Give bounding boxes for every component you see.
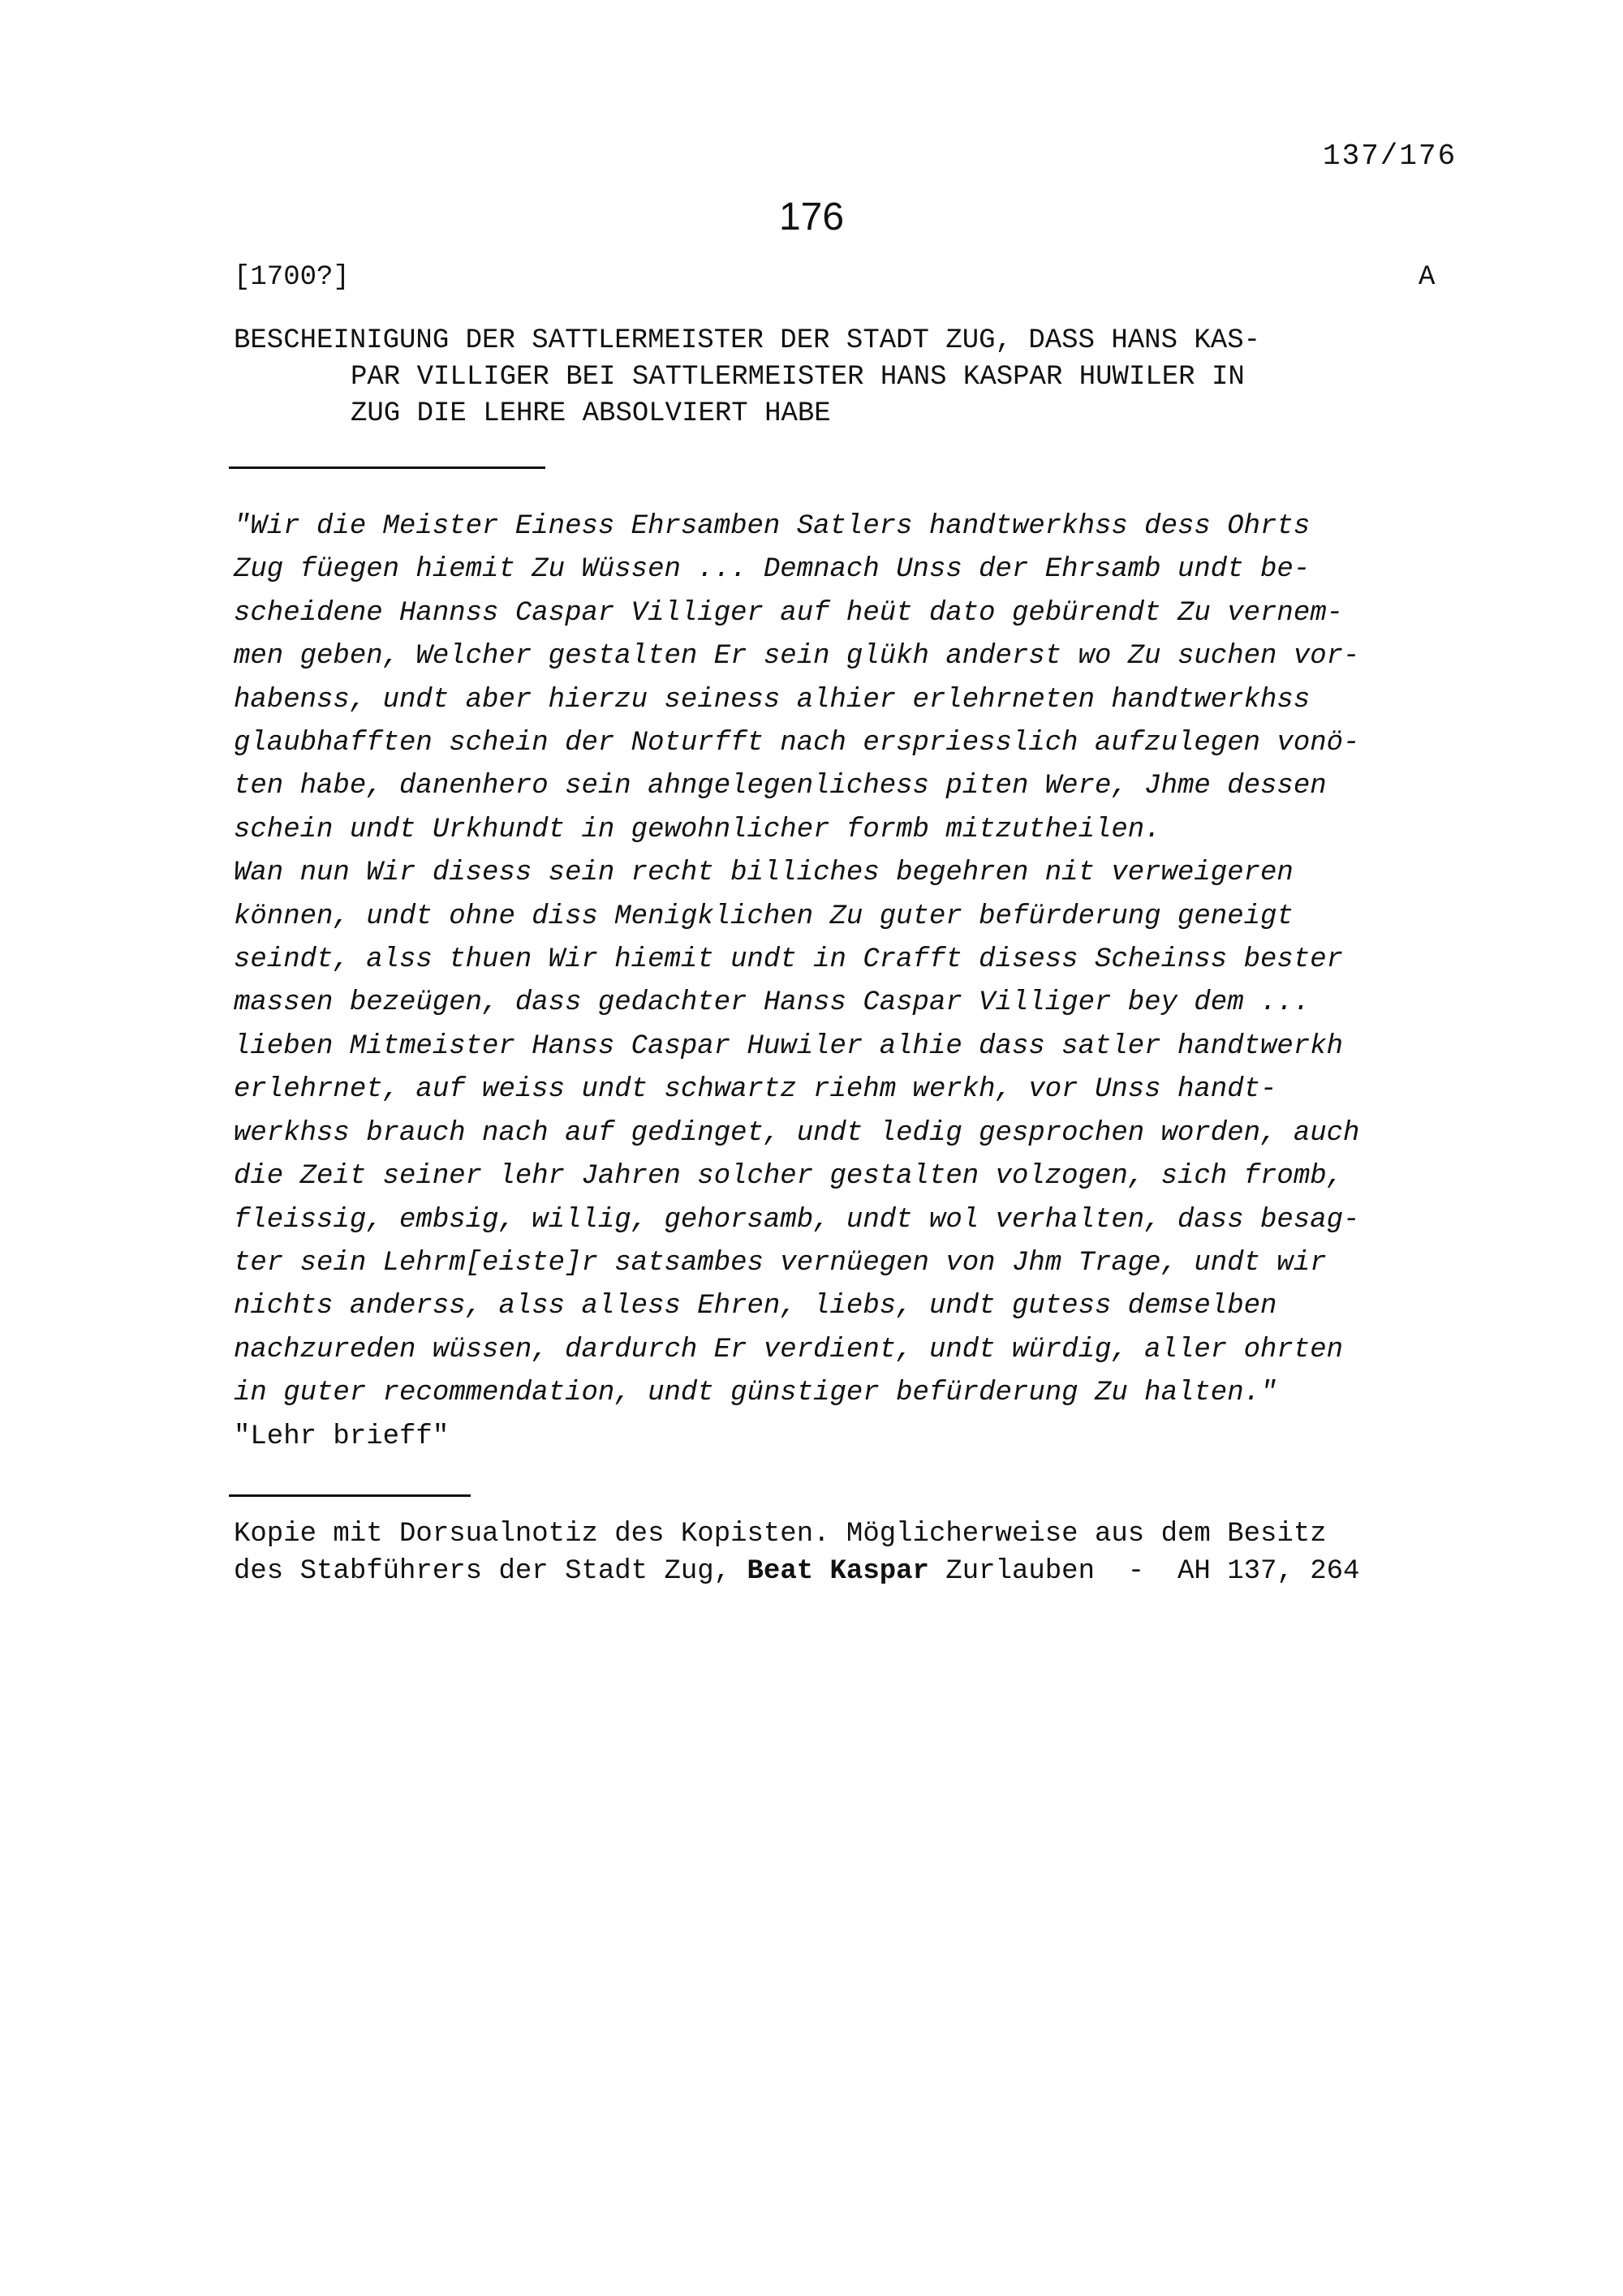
body-line: fleissig, embsig, willig, gehorsamb, undt wol verhalten, dass besag- bbox=[234, 1204, 1360, 1236]
source-notes bbox=[234, 1516, 1500, 1590]
body-line: men geben, Welcher gestalten Er sein glükh anderst wo Zu suchen vor- bbox=[234, 641, 1360, 673]
body-line: scheidene Hannss Caspar Villiger auf heüt dato gebürendt Zu vernem- bbox=[234, 597, 1344, 629]
body-line: habenss, undt aber hierzu seiness alhier erlehrneten handtwerkhss bbox=[234, 684, 1311, 716]
body-line: lieben Mitmeister Hanss Caspar Huwiler alhie dass satler handtwerkh bbox=[234, 1030, 1344, 1062]
note-prefix: des Stabführers der Stadt Zug, bbox=[234, 1556, 747, 1587]
note-line: Kopie mit Dorsualnotiz des Kopisten. Möglicherweise aus dem Besitz bbox=[234, 1519, 1327, 1550]
body-line: Zug füegen hiemit Zu Wüssen ... Demnach Unss der Ehrsamb undt be- bbox=[234, 554, 1311, 586]
body-line: erlehrnet, auf weiss undt schwartz riehm werkh, vor Unss handt- bbox=[234, 1074, 1277, 1106]
title-line: ZUG DIE LEHRE ABSOLVIERT HABE bbox=[351, 398, 831, 429]
transcription-body bbox=[234, 505, 1483, 1459]
body-line: in guter recommendation, undt günstiger befürderung Zu halten." bbox=[234, 1378, 1277, 1409]
title-divider bbox=[229, 467, 545, 469]
document-title bbox=[234, 323, 1451, 432]
body-line: schein undt Urkhundt in gewohnlicher formb mitzutheilen. bbox=[234, 814, 1161, 845]
body-line: seindt, alss thuen Wir hiemit undt in Crafft disess Scheinss bester bbox=[234, 944, 1344, 976]
title-line: BESCHEINIGUNG DER SATTLERMEISTER DER STADT ZUG, DASS HANS KAS- bbox=[234, 325, 1261, 356]
note-bold-name: Beat Kaspar bbox=[747, 1556, 929, 1587]
document-date: [1700?] bbox=[234, 262, 350, 293]
document-letter: A bbox=[1419, 262, 1436, 293]
notes-divider bbox=[229, 1494, 471, 1497]
note-line bbox=[234, 1553, 1500, 1590]
body-line: ter sein Lehrm[eiste]r satsambes vernüegen von Jhm Trage, undt wir bbox=[234, 1247, 1327, 1279]
body-line: Wan nun Wir disess sein recht billiches begehren nit verweigeren bbox=[234, 858, 1294, 889]
document-number: 176 bbox=[778, 196, 845, 239]
body-line: massen bezeügen, dass gedachter Hanss Caspar Villiger bey dem ... bbox=[234, 987, 1311, 1019]
page-reference: 137/176 bbox=[1323, 140, 1457, 173]
body-line: können, undt ohne diss Menigklichen Zu guter befürderung geneigt bbox=[234, 901, 1294, 932]
body-line: glaubhafften schein der Noturfft nach erspriesslich aufzulegen vonö- bbox=[234, 728, 1360, 759]
note-suffix: Zurlauben - AH 137, 264 bbox=[928, 1556, 1360, 1587]
endorsement: "Lehr brieff" bbox=[234, 1421, 450, 1452]
body-line: nichts anderss, alss alless Ehren, liebs, undt gutess demselben bbox=[234, 1291, 1277, 1322]
body-line: werkhss brauch nach auf gedinget, undt ledig gesprochen worden, auch bbox=[234, 1117, 1360, 1149]
body-line: die Zeit seiner lehr Jahren solcher gestalten volzogen, sich fromb, bbox=[234, 1161, 1344, 1193]
body-line: ten habe, danenhero sein ahngelegenlichess piten Were, Jhme dessen bbox=[234, 771, 1327, 802]
body-line: "Wir die Meister Einess Ehrsamben Satlers handtwerkhss dess Ohrts bbox=[234, 511, 1311, 542]
title-line: PAR VILLIGER BEI SATTLERMEISTER HANS KASPAR HUWILER IN bbox=[351, 362, 1245, 393]
body-line: nachzureden wüssen, dardurch Er verdient, undt würdig, aller ohrten bbox=[234, 1334, 1344, 1365]
